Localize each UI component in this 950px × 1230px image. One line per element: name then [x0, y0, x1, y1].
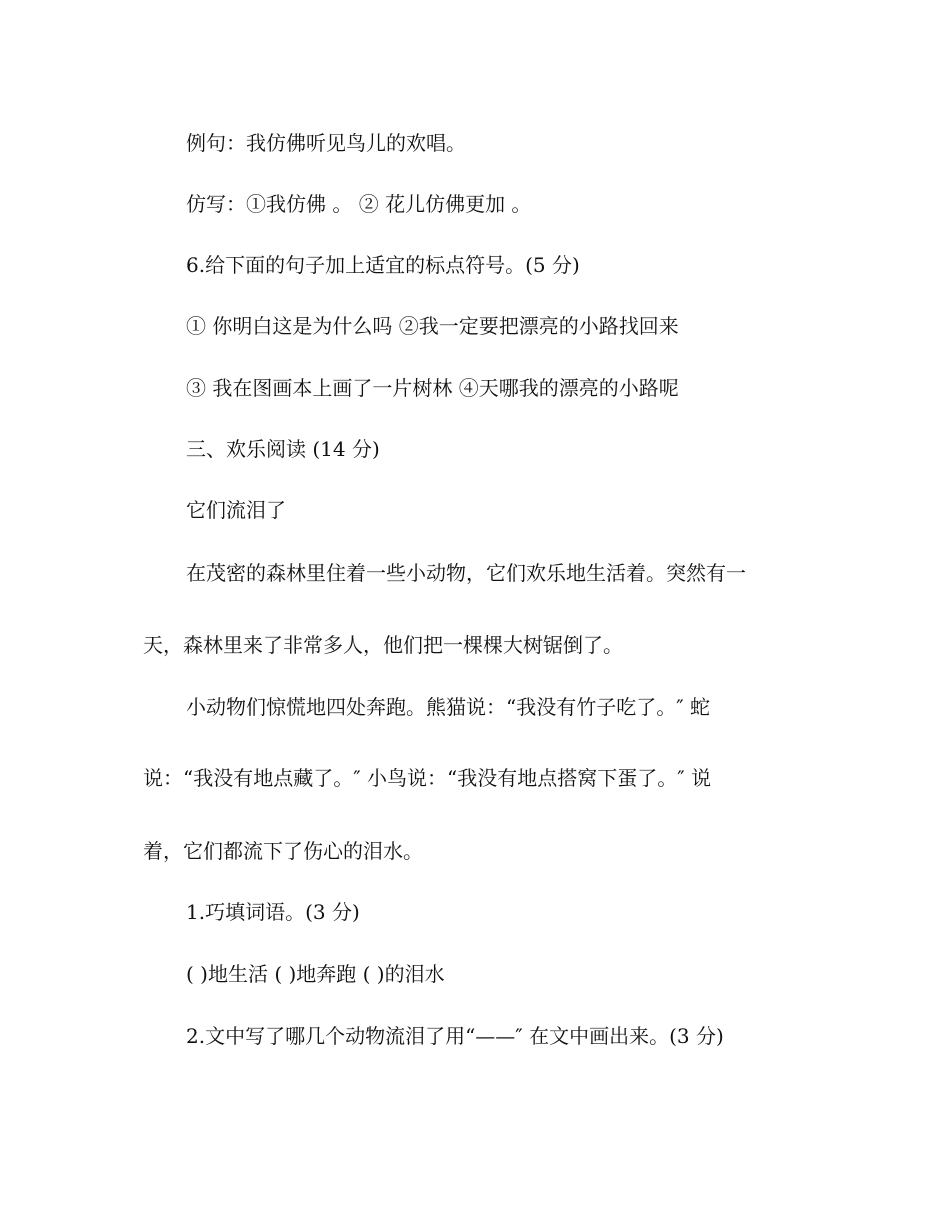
punctuation-items-3-4: ③ 我在图画本上画了一片树林 ④天哪我的漂亮的小路呢: [186, 376, 679, 400]
passage-paragraph-2-line-1: 小动物们惊慌地四处奔跑。熊猫说：“我没有竹子吃了。″ 蛇: [186, 695, 711, 719]
reading-title: 它们流泪了: [186, 498, 286, 522]
passage-paragraph-2-line-3: 着，它们都流下了伤心的泪水。: [143, 839, 423, 863]
question-1-blanks: ( )地生活 ( )地奔跑 ( )的泪水: [186, 962, 445, 986]
passage-paragraph-2-line-2: 说：“我没有地点藏了。″ 小鸟说：“我没有地点搭窝下蛋了。″ 说: [143, 766, 712, 790]
passage-paragraph-1-line-1: 在茂密的森林里住着一些小动物，它们欢乐地生活着。突然有一: [186, 561, 746, 585]
imitation-prompt: 仿写：①我仿佛 。 ② 花儿仿佛更加 。: [186, 192, 532, 216]
question-1-title: 1.巧填词语。(3 分): [186, 900, 360, 924]
question-2-title: 2.文中写了哪几个动物流泪了用“——″ 在文中画出来。(3 分): [186, 1024, 724, 1048]
section-3-heading: 三、欢乐阅读 (14 分): [186, 437, 380, 461]
passage-paragraph-1-line-2: 天，森林里来了非常多人，他们把一棵棵大树锯倒了。: [143, 633, 623, 657]
punctuation-items-1-2: ① 你明白这是为什么吗 ②我一定要把漂亮的小路找回来: [186, 314, 679, 338]
example-sentence: 例句：我仿佛听见鸟儿的欢唱。: [186, 131, 466, 155]
question-6-title: 6.给下面的句子加上适宜的标点符号。(5 分): [186, 253, 580, 277]
